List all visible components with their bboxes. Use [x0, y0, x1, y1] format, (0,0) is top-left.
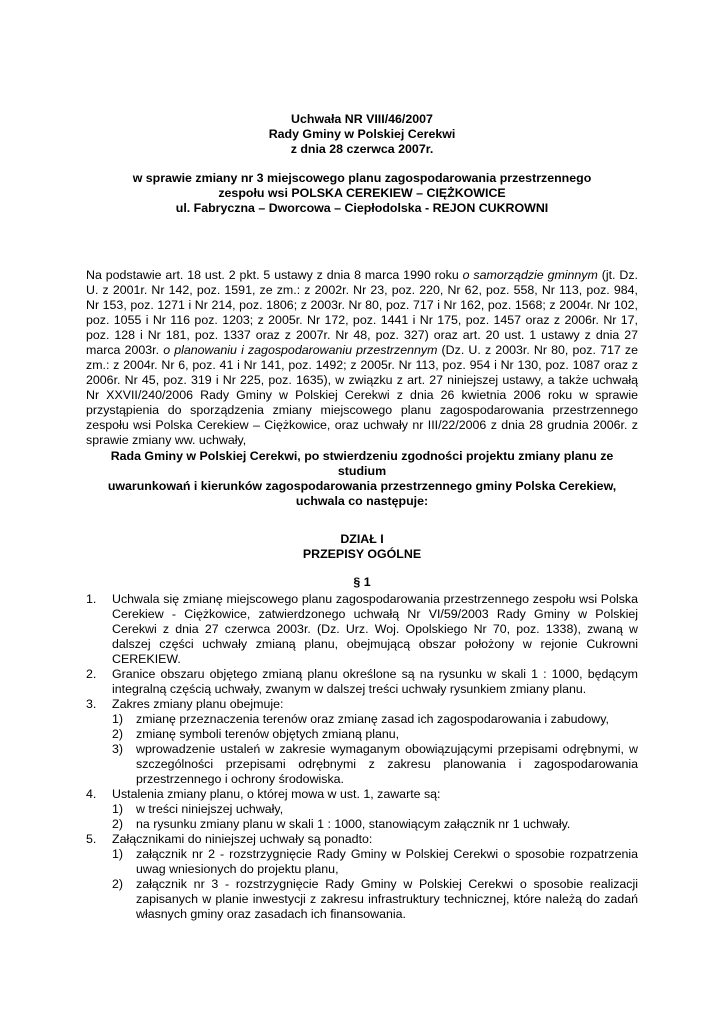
preamble-italic-1: o samorządzie gminnym [462, 268, 598, 282]
sub-item-number: 3) [112, 742, 124, 756]
sub-list [86, 847, 638, 922]
sub-item-number: 1) [112, 847, 124, 861]
sub-list-item [86, 877, 638, 922]
item-text: Granice obszaru objętego zmianą planu określone są na rysunku w skali 1 : 1000, będącym integralną częścią uchwały, zwanym w dalszej treści uchwały rysunkiem zmiany planu. [112, 667, 638, 696]
item-number: 2. [86, 667, 97, 681]
sub-item-text: na rysunku zmiany planu w skali 1 : 1000, stanowiącym załącznik nr 1 uchwały. [136, 817, 571, 831]
sub-item-number: 1) [112, 712, 124, 726]
subject-line-1: w sprawie zmiany nr 3 miejscowego planu zagospodarowania przestrzennego [132, 171, 592, 185]
sub-item-text: zmianę symboli terenów objętych zmianą planu, [136, 727, 400, 741]
resolution-line-3: uchwala co następuje: [295, 494, 429, 508]
paragraph-sign: § 1 [353, 575, 371, 589]
preamble [86, 268, 638, 448]
list-item [86, 667, 638, 697]
list-item [86, 592, 638, 667]
provisions-list [86, 592, 638, 922]
section-title: DZIAŁ I [340, 532, 384, 546]
sub-list-item [86, 847, 638, 877]
section-subtitle: PRZEPISY OGÓLNE [302, 547, 422, 561]
item-text: Ustalenia zmiany planu, o której mowa w ust. 1, zawarte są: [112, 787, 441, 801]
sub-item-text: zmianę przeznaczenia terenów oraz zmianę zasad ich zagospodarowania i zabudowy, [136, 712, 609, 726]
sub-list-item [86, 817, 638, 832]
sub-item-text: w treści niniejszej uchwały, [136, 802, 284, 816]
sub-item-text: wprowadzenie ustaleń w zakresie wymaganym obowiązującymi przepisami odrębnymi, w szczególności przepisami odrębnymi z zakresu planowania i zagospodarowania przestrzennego i ochrony środowiska. [136, 742, 638, 786]
sub-list-item [86, 712, 638, 727]
list-item [86, 802, 638, 832]
resolution-number: Uchwała NR VIII/46/2007 [291, 112, 433, 126]
sub-item-number: 1) [112, 802, 124, 816]
resolution-date: z dnia 28 czerwca 2007r. [290, 142, 434, 156]
subject-line-2: zespołu wsi POLSKA CEREKIEW – CIĘŻKOWICE [218, 186, 506, 200]
item-text: Załącznikami do niniejszej uchwały są ponadto: [112, 832, 373, 846]
sub-item-text: załącznik nr 2 - rozstrzygnięcie Rady Gminy w Polskiej Cerekwi o sposobie rozpatrzenia uwag wniesionych do projektu planu, [136, 847, 638, 876]
sub-item-number: 2) [112, 727, 124, 741]
sub-list-item [86, 802, 638, 817]
sub-list-item [86, 727, 638, 742]
list-item [86, 697, 638, 712]
preamble-part-2: (jt. Dz. U. z 2001r. Nr 142, poz. 1591, ze zm.: z 2002r. Nr 23, poz. 220, Nr 62, poz. 558, Nr 113, poz. 984, Nr 153, poz. 1271 i Nr 214, poz. 1806; z 2003r. Nr 80, poz. 717 i Nr 162, poz. 1568; z 2004r. Nr 102, poz. 1055 i Nr 116 poz. 1203; z 2005r. Nr 172, poz. 1441 i Nr 175, poz. 1457 oraz z 2006r. Nr 17, poz. 128 i Nr 181, poz. 1337 oraz z 2007r. Nr 48, poz. 327) oraz art. 20 ust. 1 ustawy z dnia 27 marca 2003r. [86, 268, 638, 357]
list-item [86, 832, 638, 847]
item-text: Zakres zmiany planu obejmuje: [112, 697, 284, 711]
resolution-statement [86, 449, 638, 509]
preamble-italic-2: o planowaniu i zagospodarowaniu przestrzennym [163, 343, 438, 357]
item-number: 5. [86, 832, 97, 846]
sub-item-number: 2) [112, 877, 124, 891]
preamble-part-1: Na podstawie art. 18 ust. 2 pkt. 5 ustawy z dnia 8 marca 1990 roku [86, 268, 463, 282]
sub-list-item [86, 742, 638, 787]
list-item [86, 787, 638, 802]
preamble-part-3: (Dz. U. z 2003r. Nr 80, poz. 717 ze zm.: z 2004r. Nr 6, poz. 41 i Nr 141, poz. 1492; z 2005r. Nr 113, poz. 954 i Nr 130, poz. 1087 oraz z 2006r. Nr 45, poz. 319 i Nr 225, poz. 1635), w związku z art. 27 niniejszej ustawy, a także uchwałą Nr XXVII/240/2006 Rady Gminy w Polskiej Cerekwi z dnia 26 kwietnia 2006 roku w sprawie przystąpienia do sporządzenia zmiany miejscowego planu zagospodarowania przestrzennego zespołu wsi Polska Cerekiew – Ciężkowice, oraz uchwały nr III/22/2006 z dnia 28 grudnia 2006r. z sprawie zmiany ww. uchwały, [86, 343, 638, 447]
resolution-line-2: uwarunkowań i kierunków zagospodarowania przestrzennego gminy Polska Cerekiew, [107, 479, 617, 493]
resolution-line-1: Rada Gminy w Polskiej Cerekwi, po stwierdzeniu zgodności projektu zmiany planu ze studium [110, 449, 614, 478]
item-number: 3. [86, 697, 97, 711]
council-name: Rady Gminy w Polskiej Cerekwi [268, 127, 456, 141]
sub-list [86, 802, 638, 832]
item-number: 1. [86, 592, 97, 606]
list-item [86, 712, 638, 787]
sub-item-number: 2) [112, 817, 124, 831]
subject-line-3: ul. Fabryczna – Dworcowa – Ciepłodolska - REJON CUKROWNI [175, 201, 549, 215]
sub-list [86, 712, 638, 787]
item-number: 4. [86, 787, 97, 801]
list-item [86, 847, 638, 922]
item-text: Uchwala się zmianę miejscowego planu zagospodarowania przestrzennego zespołu wsi Polska Cerekiew - Ciężkowice, zatwierdzonego uchwałą Nr VI/59/2003 Rady Gminy w Polskiej Cerekwi z dnia 27 czerwca 2003r. (Dz. Urz. Woj. Opolskiego Nr 70, poz. 1338), zwaną w dalszej części uchwały zmianą planu, obejmującą obszar położony w rejonie Cukrowni CEREKIEW. [112, 592, 638, 666]
sub-item-text: załącznik nr 3 - rozstrzygnięcie Rady Gminy w Polskiej Cerekwi o sposobie realizacji zapisanych w planie inwestycji z zakresu infrastruktury technicznej, które należą do zadań własnych gminy oraz zasadach ich finansowania. [136, 877, 638, 921]
